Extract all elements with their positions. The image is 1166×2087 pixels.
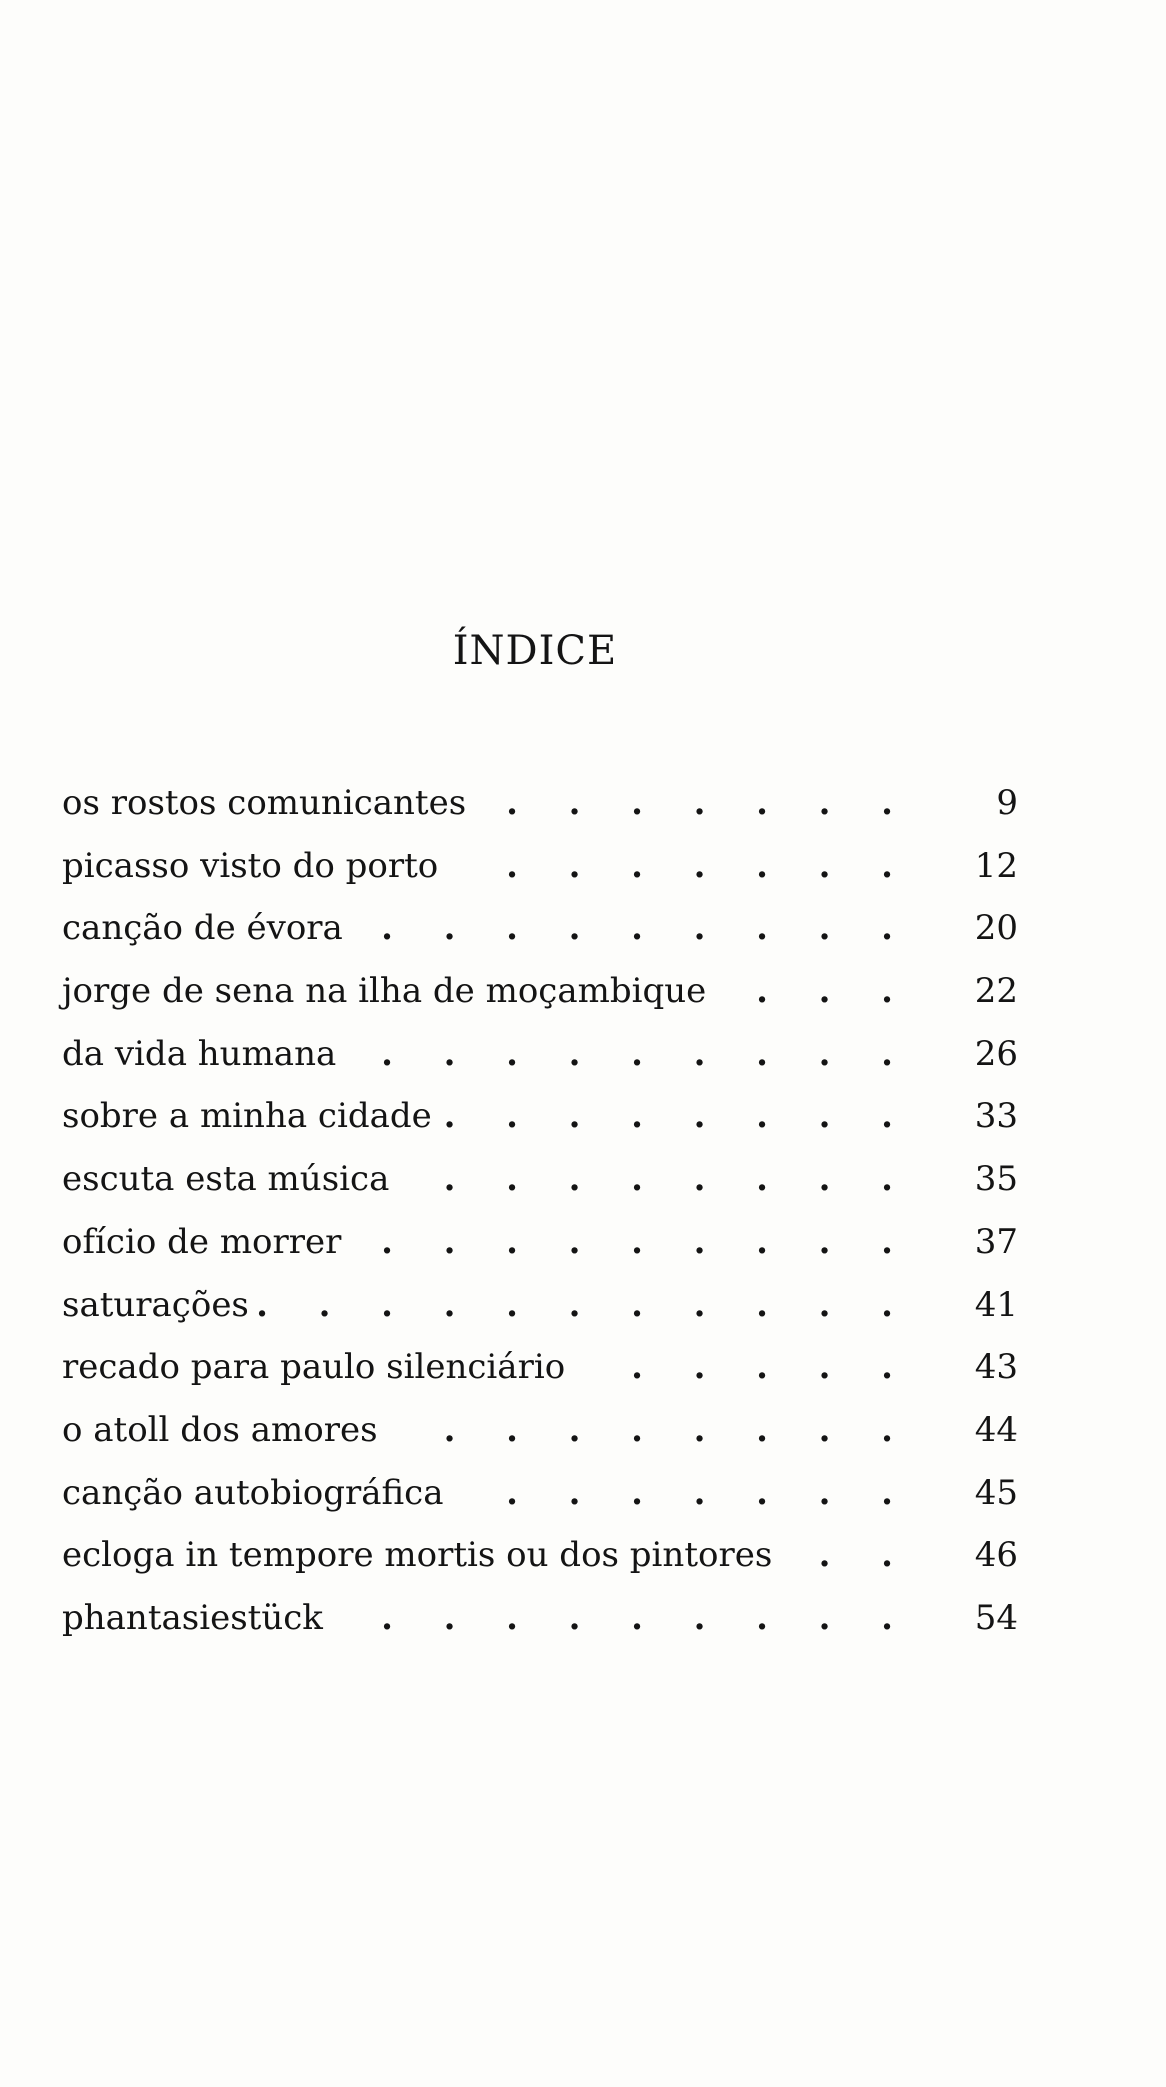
- leader-dot: .: [756, 908, 768, 949]
- toc-page-number: 37: [974, 1221, 1018, 1262]
- leader-dot: .: [693, 1033, 706, 1074]
- leader-dot: .: [881, 1096, 893, 1137]
- toc-page-number: 41: [974, 1284, 1018, 1325]
- toc-entry-title: saturações: [62, 1284, 249, 1325]
- leader-dot: .: [881, 1033, 893, 1074]
- leader-dot: .: [756, 1221, 768, 1262]
- leader-dot: .: [756, 1597, 768, 1638]
- leader-dot: .: [881, 908, 893, 949]
- leader-dot: .: [443, 1033, 456, 1074]
- leader-dot: .: [693, 1597, 706, 1638]
- leader-dot: .: [506, 1284, 518, 1325]
- leader-dot: .: [818, 1597, 831, 1638]
- toc-entry: [62, 960, 1018, 1023]
- leader-dot: .: [631, 1284, 643, 1325]
- leader-dot: .: [756, 1284, 768, 1325]
- leader-dot: .: [818, 1096, 831, 1137]
- leader-dot: .: [506, 1472, 518, 1513]
- leader-dot: .: [631, 845, 643, 886]
- leader-dot: .: [506, 1033, 518, 1074]
- toc-entry-title: os rostos comunicantes: [62, 783, 467, 823]
- leader-dot: .: [756, 1472, 768, 1513]
- leader-dot: .: [756, 971, 768, 1012]
- leader-dot: .: [693, 783, 706, 823]
- toc-entry-title: picasso visto do porto: [62, 845, 439, 886]
- toc-entry: [62, 835, 1018, 898]
- leader-dot: .: [631, 1472, 643, 1513]
- toc-entry: [62, 1148, 1018, 1211]
- leader-dot: .: [318, 1284, 331, 1325]
- leader-dot: .: [756, 1347, 768, 1388]
- leader-dot: .: [631, 1033, 643, 1074]
- leader-dot: .: [443, 1284, 456, 1325]
- leader-dot: .: [818, 1033, 831, 1074]
- leader-dot: .: [443, 1409, 456, 1450]
- leader-dot: .: [568, 1159, 581, 1200]
- leader-dot: .: [818, 1347, 831, 1388]
- toc-page-number: 45: [974, 1472, 1018, 1513]
- toc-entry: [62, 1023, 1018, 1086]
- leader-dot: .: [568, 1472, 581, 1513]
- leader-dot: .: [443, 1159, 456, 1200]
- leader-dot: .: [756, 1159, 768, 1200]
- leader-dot: .: [443, 1221, 456, 1262]
- leader-dot: .: [631, 1221, 643, 1262]
- leader-dot: .: [631, 1597, 643, 1638]
- toc-entry: [62, 1587, 1018, 1650]
- leader-dot: .: [756, 783, 768, 823]
- toc-page-number: 33: [974, 1096, 1018, 1137]
- leader-dot: .: [881, 845, 893, 886]
- leader-dot: .: [693, 845, 706, 886]
- leader-dot: .: [506, 1597, 518, 1638]
- toc-page-number: 54: [974, 1597, 1018, 1638]
- toc-entry-title: o atoll dos amores: [62, 1409, 378, 1450]
- leader-dot: .: [881, 783, 893, 823]
- leader-dot: .: [693, 1472, 706, 1513]
- toc-page-number: 44: [974, 1409, 1018, 1450]
- leader-dot: .: [881, 1284, 893, 1325]
- leader-dot: .: [693, 1284, 706, 1325]
- toc-entry: [62, 1524, 1018, 1587]
- leader-dot: .: [506, 1409, 518, 1450]
- toc-page-number: 43: [974, 1347, 1018, 1388]
- leader-dot: .: [818, 783, 831, 823]
- leader-dot: .: [381, 1221, 393, 1262]
- leader-dot: .: [568, 845, 581, 886]
- toc-entry-title: ofício de morrer: [62, 1221, 342, 1262]
- leader-dot: .: [568, 1096, 581, 1137]
- leader-dot: .: [568, 1284, 581, 1325]
- toc-entry-title: canção de évora: [62, 908, 343, 949]
- toc-entry-title: canção autobiográfica: [62, 1472, 444, 1513]
- leader-dot: .: [756, 1409, 768, 1450]
- leader-dot: .: [506, 845, 518, 886]
- leader-dot: .: [506, 783, 518, 823]
- leader-dot: .: [881, 1472, 893, 1513]
- toc-entry: [62, 1336, 1018, 1399]
- leader-dot: .: [568, 908, 581, 949]
- toc-entry-title: da vida humana: [62, 1033, 337, 1074]
- leader-dot: .: [631, 908, 643, 949]
- leader-dot: .: [631, 783, 643, 823]
- leader-dot: .: [631, 1159, 643, 1200]
- leader-dot: .: [881, 971, 893, 1012]
- toc-entry: [62, 1085, 1018, 1148]
- toc-entry-title: sobre a minha cidade: [62, 1096, 432, 1137]
- toc-entry: [62, 1462, 1018, 1525]
- leader-dot: .: [756, 845, 768, 886]
- toc-entry-title: phantasiestück: [62, 1597, 323, 1638]
- leader-dot: .: [256, 1284, 268, 1325]
- leader-dot: .: [381, 1597, 393, 1638]
- leader-dot: .: [381, 908, 393, 949]
- leader-dot: .: [693, 908, 706, 949]
- leader-dot: .: [881, 1159, 893, 1200]
- leader-dot: .: [881, 1535, 893, 1576]
- leader-dot: .: [443, 1597, 456, 1638]
- leader-dot: .: [818, 971, 831, 1012]
- leader-dot: .: [443, 1096, 456, 1137]
- leader-dot: .: [818, 1221, 831, 1262]
- leader-dot: .: [881, 1221, 893, 1262]
- toc-page-number: 22: [974, 971, 1018, 1012]
- leader-dot: .: [568, 1033, 581, 1074]
- leader-dot: .: [818, 1472, 831, 1513]
- leader-dot: .: [443, 908, 456, 949]
- leader-dot: .: [881, 1347, 893, 1388]
- toc-entry-title: ecloga in tempore mortis ou dos pintores: [62, 1535, 773, 1576]
- toc-entry: [62, 1211, 1018, 1274]
- leader-dot: .: [818, 1159, 831, 1200]
- leader-dot: .: [881, 1597, 893, 1638]
- leader-dot: .: [818, 1284, 831, 1325]
- toc-page-number: 20: [974, 908, 1018, 949]
- leader-dot: .: [568, 1409, 581, 1450]
- toc-page-number: 12: [974, 845, 1018, 886]
- leader-dot: .: [756, 1033, 768, 1074]
- leader-dot: .: [693, 1347, 706, 1388]
- toc-page-number: 46: [974, 1535, 1018, 1576]
- leader-dot: .: [568, 783, 581, 823]
- leader-dot: .: [631, 1409, 643, 1450]
- page-title: ÍNDICE: [452, 628, 618, 674]
- toc-entry-title: escuta esta música: [62, 1159, 390, 1200]
- leader-dot: .: [631, 1096, 643, 1137]
- toc-page-number: 35: [974, 1159, 1018, 1200]
- leader-dot: .: [818, 1409, 831, 1450]
- leader-dot: .: [381, 1033, 393, 1074]
- toc-entry: [62, 772, 1018, 835]
- toc-page-number: 26: [974, 1033, 1018, 1074]
- leader-dot: .: [693, 1159, 706, 1200]
- leader-dot: .: [506, 1159, 518, 1200]
- leader-dot: .: [381, 1284, 393, 1325]
- leader-dot: .: [693, 1221, 706, 1262]
- leader-dot: .: [756, 1096, 768, 1137]
- leader-dot: .: [506, 1221, 518, 1262]
- table-of-contents: [62, 772, 1018, 1650]
- leader-dot: .: [506, 1096, 518, 1137]
- leader-dot: .: [568, 1221, 581, 1262]
- leader-dot: .: [818, 845, 831, 886]
- toc-entry-title: recado para paulo silenciário: [62, 1347, 566, 1388]
- leader-dot: .: [568, 1597, 581, 1638]
- toc-entry: [62, 897, 1018, 960]
- leader-dot: .: [881, 1409, 893, 1450]
- toc-entry: [62, 1399, 1018, 1462]
- leader-dot: .: [818, 908, 831, 949]
- leader-dot: .: [818, 1535, 831, 1576]
- leader-dot: .: [631, 1347, 643, 1388]
- leader-dot: .: [693, 1409, 706, 1450]
- toc-entry-title: jorge de sena na ilha de moçambique: [62, 971, 707, 1012]
- toc-entry: [62, 1274, 1018, 1337]
- leader-dot: .: [693, 1096, 706, 1137]
- leader-dot: .: [506, 908, 518, 949]
- toc-page-number: 9: [996, 783, 1018, 823]
